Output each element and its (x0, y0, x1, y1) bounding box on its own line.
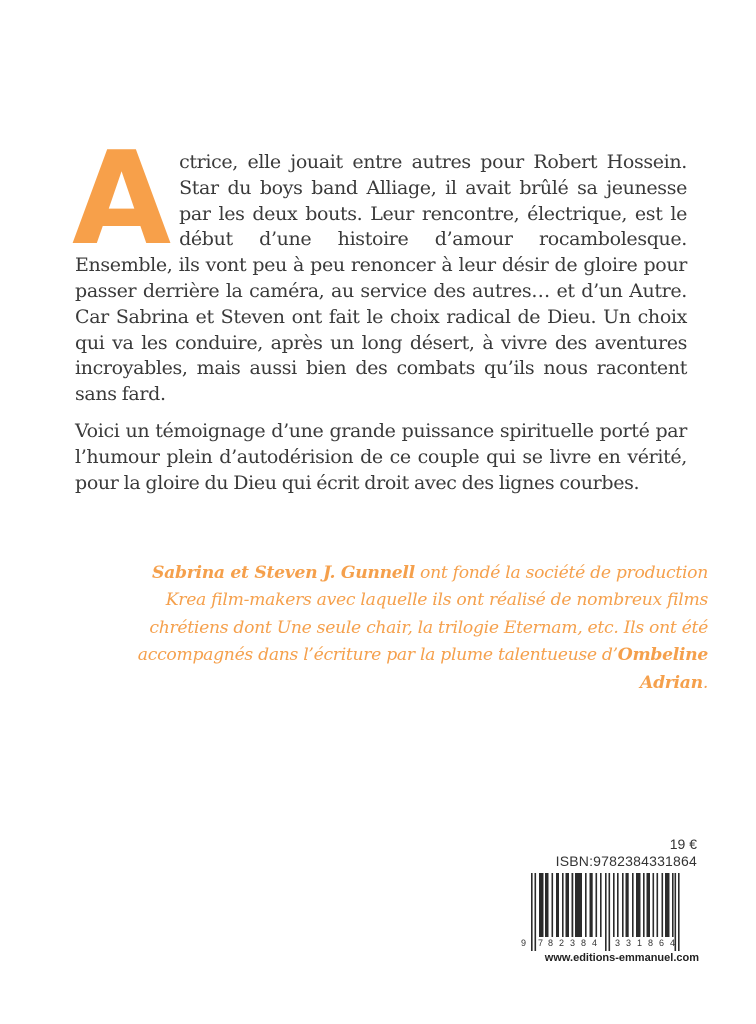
barcode-digit: 4 (592, 938, 598, 948)
barcode-digit: 3 (626, 938, 632, 948)
author-names: Sabrina et Steven J. Gunnell (152, 563, 415, 583)
isbn: ISBN:9782384331864 (555, 853, 697, 869)
barcode-digit: 2 (559, 938, 565, 948)
barcode-digit: 3 (615, 938, 621, 948)
publisher-website: www.editions-emmanuel.com (544, 952, 699, 964)
barcode-digit: 8 (648, 938, 654, 948)
barcode-digit: 9 (521, 938, 527, 948)
barcode-digit: 8 (581, 938, 587, 948)
author-note (130, 560, 708, 697)
barcode-digit: 1 (637, 938, 643, 948)
barcode-digit: 4 (670, 938, 676, 948)
price: 19 € (669, 836, 697, 852)
barcode-digit: 3 (570, 938, 576, 948)
blurb-paragraph-1 (72, 125, 687, 408)
blurb-paragraph-1-text: ctrice, elle jouait entre autres pour Robert Hossein. Star du boys band Alliage, il avait brûlé sa jeunesse par les deux bouts. Leur rencontre, électrique, est le début d’une histoire d’amour rocambolesque. Ensemble, ils vont peu à peu renoncer à leur désir de gloire pour passer derrière la caméra, au service des autres… et d’un Autre. Car Sabrina et Steven ont fait le choix radical de Dieu. Un choix qui va les conduire, après un long désert, à vivre des aventures incroyables, mais aussi bien des combats qu’ils nous racontent sans fard. (75, 151, 687, 406)
blurb (72, 125, 687, 496)
barcode-digit: 7 (538, 938, 544, 948)
drop-cap: A (72, 125, 168, 274)
author-note-text: ont fondé la société de production Krea film-makers avec laquelle ils ont réalisé de nombreux films chrétiens dont Une seule chair, la trilogie Eternam, etc. Ils ont été accompagnés dans l’écriture par la plume talentueuse d’ (137, 563, 708, 666)
coauthor-name: Ombeline Adrian (617, 645, 708, 693)
blurb-paragraph-2: Voici un témoignage d’une grande puissance spirituelle porté par l’humour plein d’autodérision de ce couple qui se livre en vérité, pour la gloire du Dieu qui écrit droit avec des lignes courbes. (75, 419, 687, 494)
author-note-end: . (702, 672, 708, 693)
barcode-digit: 8 (548, 938, 554, 948)
barcode-digit: 6 (659, 938, 665, 948)
